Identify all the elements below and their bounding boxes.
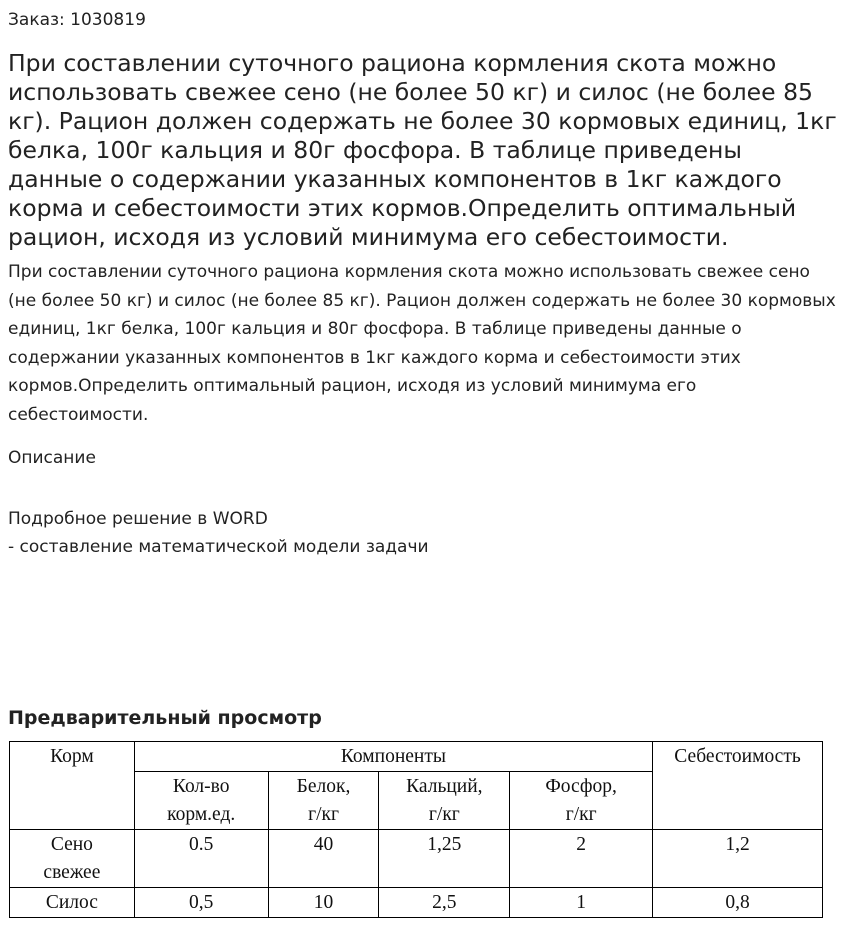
subheader-feed-units bbox=[134, 772, 268, 830]
cell-phosphorus: 2 bbox=[510, 830, 653, 888]
subheader-feed-units-line2: корм.ед. bbox=[167, 804, 236, 825]
subheader-calcium-line2: г/кг bbox=[428, 804, 460, 825]
cell-calcium: 2,5 bbox=[379, 888, 510, 918]
description-line-word: Подробное решение в WORD bbox=[8, 509, 268, 529]
subheader-calcium-line1: Кальций, bbox=[406, 776, 483, 797]
preview-heading: Предварительный просмотр bbox=[8, 707, 322, 729]
preview-table bbox=[9, 741, 823, 918]
order-number: Заказ: 1030819 bbox=[8, 10, 146, 30]
cell-protein: 40 bbox=[268, 830, 379, 888]
cell-feed-line1: Сено bbox=[50, 834, 93, 855]
task-title: При составлении суточного рациона кормления скота можно использовать свежее сено (не более 50 кг) и силос (не более 85 кг). Рацион должен содержать не более 30 кормовых единиц, 1кг белка, 100г кальция и 80г фосфора. В таблице приведены данные о содержании указанных компонентов в 1кг каждого корма и себестоимости этих кормов.Определить оптимальный рацион, исходя из условий минимума его себестоимости. bbox=[8, 49, 837, 251]
table-row bbox=[10, 888, 823, 918]
subheader-protein-line1: Белок, bbox=[296, 776, 351, 797]
header-components: Компоненты bbox=[134, 742, 652, 772]
cell-cost: 1,2 bbox=[653, 830, 823, 888]
cell-units: 0.5 bbox=[134, 830, 268, 888]
cell-feed-line2: свежее bbox=[43, 862, 101, 883]
subheader-feed-units-line1: Кол-во bbox=[172, 776, 230, 797]
subheader-calcium bbox=[379, 772, 510, 830]
description-heading: Описание bbox=[8, 448, 96, 468]
table-header-row bbox=[10, 742, 823, 772]
cell-calcium: 1,25 bbox=[379, 830, 510, 888]
header-cost: Себестоимость bbox=[653, 742, 823, 830]
subheader-phosphorus bbox=[510, 772, 653, 830]
cell-protein: 10 bbox=[268, 888, 379, 918]
subheader-phosphorus-line1: Фосфор, bbox=[545, 776, 617, 797]
subheader-protein-line2: г/кг bbox=[308, 804, 339, 825]
description-line-model: - составление математической модели задачи bbox=[8, 537, 429, 557]
cell-units: 0,5 bbox=[134, 888, 268, 918]
task-description: При составлении суточного рациона кормления скота можно использовать свежее сено (не более 50 кг) и силос (не более 85 кг). Рацион должен содержать не более 30 кормовых единиц, 1кг белка, 100г кальция и 80г фосфора. В таблице приведены данные о содержании указанных компонентов в 1кг каждого корма и себестоимости этих кормов.Определить оптимальный рацион, исходя из условий минимума его себестоимости. bbox=[8, 262, 836, 425]
cell-cost: 0,8 bbox=[653, 888, 823, 918]
subheader-phosphorus-line2: г/кг bbox=[565, 804, 597, 825]
cell-feed bbox=[10, 830, 135, 888]
cell-phosphorus: 1 bbox=[510, 888, 653, 918]
header-feed: Корм bbox=[10, 742, 135, 830]
subheader-protein bbox=[268, 772, 379, 830]
cell-feed: Силос bbox=[10, 888, 135, 918]
table-row bbox=[10, 830, 823, 888]
